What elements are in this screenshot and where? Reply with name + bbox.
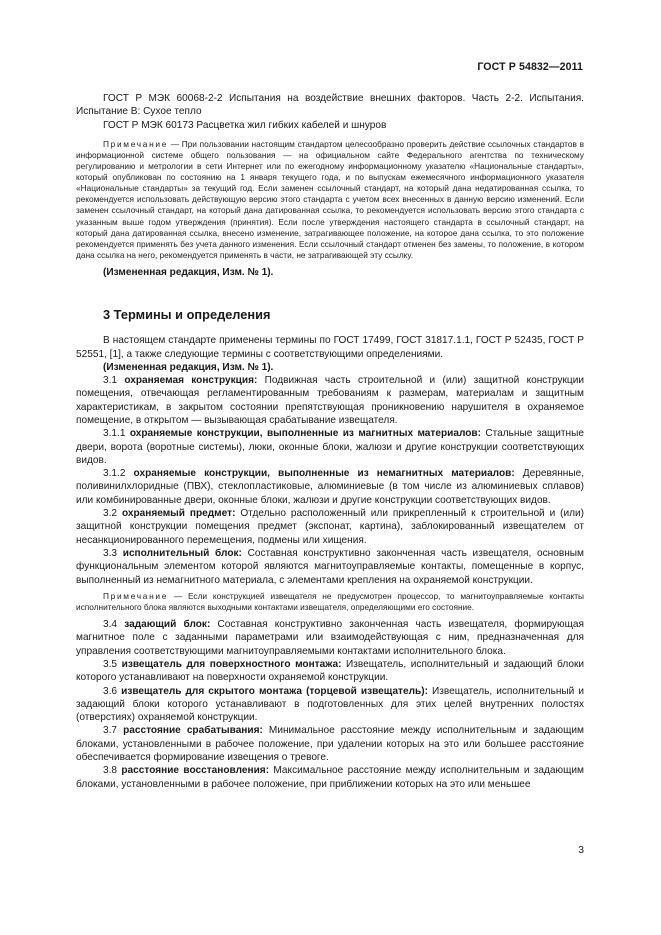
reference-item: ГОСТ Р МЭК 60068-2-2 Испытания на воздействие внешних факторов. Часть 2-2. Испытания. Испытание В: Сухое тепло <box>76 93 584 118</box>
term-name: охраняемый предмет: <box>121 508 236 520</box>
term-name: извещатель для скрытого монтажа (торцевой извещатель): <box>121 685 428 697</box>
term-definition: 3.7 расстояние срабатывания: Минимальное расстояние между исполнительным и задающим блоками, установленными в рабочее положение, при удалении которых на это или большее расстояние обеспечивается формирование извещения о тревоге. <box>76 725 584 764</box>
note-text: — При пользовании настоящим стандартом целесообразно проверить действие ссылочных стандартов в информационной системе общего пользования — на официальном сайте Федерального агентства по техническому регулированию и метрологии в сети Интернет или по ежегодному информационному указателю «Национальные стандарты», который опубликован по состоянию на 1 января текущего года, и по выпускам ежемесячного информационного указателя «Национальные стандарты» за текущий год. Если заменен ссылочный стандарт, на который дана недатированная ссылка, то рекомендуется использовать действующую версию этого стандарта с учетом всех внесенных в данную версию изменений. Если заменен ссылочный стандарт, на который дана датированная ссылка, то рекомендуется использовать версию этого стандарта с указанным выше годом утверждения (принятия). Если после утверждения настоящего стандарта в ссылочный стандарт, на который дана датированная ссылка, внесено изменение, затрагивающее положение, на которое дана ссылка, то это положение рекомендуется применять без учета данного изменения. Если ссылочный стандарт отменен без замены, то положение, в котором дана ссылка на него, рекомендуется применять в части, не затрагивающей эту ссылку. <box>76 138 584 260</box>
section-intro: В настоящем стандарте применены термины по ГОСТ 17499, ГОСТ 31817.1.1, ГОСТ Р 52435, ГОСТ Р 52551, [1], а также следующие термины с соответствующими определениями. <box>76 335 584 360</box>
term-definition: 3.1.2 охраняемые конструкции, выполненные из немагнитных материалов: Деревянные, поливинилхлоридные (ПВХ), стеклопластиковые, алюминиевые (в том числе из алюминиевых сплавов) или комбинированные двери, оконные блоки, жалюзи и другие конструкции соответствующих видов. <box>76 468 585 506</box>
term-definition: 3.4 задающий блок: Составная конструктивно законченная часть извещателя, формирующая магнитное поле с заданными параметрами или взаимодействующая с ним, предназначенная для управления соответствующими магнитоуправляемыми контактами исполнительного блока. <box>76 619 585 657</box>
term-definition: 3.2 охраняемый предмет: Отдельно расположенный или прикрепленный к строительной и (или) защитной конструкции помещения предмет (экспонат, картина), заблокированный извещателем от несанкционированного перемещения, подмены или хищения. <box>76 508 584 546</box>
term-definition: 3.1.1 охраняемые конструкции, выполненные из магнитных материалов: Стальные защитные двери, ворота (воротные системы), люки, оконные блоки, жалюзи и другие конструкции соответствующих видов. <box>76 428 584 466</box>
term-name: извещатель для поверхностного монтажа: <box>121 658 342 670</box>
term-name: охраняемые конструкции, выполненные из магнитных материалов: <box>129 428 481 440</box>
term-definition: 3.8 расстояние восстановления: Максимальное расстояние между исполнительным и задающим блоками, установленными в рабочее положение, при приближении которых на это или меньшее <box>76 765 584 790</box>
term-name: охраняемая конструкция: <box>124 375 258 387</box>
note-label: Примечание <box>103 590 169 601</box>
term-name: расстояние восстановления: <box>121 765 270 777</box>
amendment-note: (Измененная редакция, Изм. № 1). <box>103 266 274 278</box>
term-definition: 3.1 охраняемая конструкция: Подвижная часть строительной и (или) защитной конструкции помещения, отвечающая регламентированным требованиям к размерам, материалам и защитным характеристикам, в закрытом состоянии препятствующая проникновению нарушителя в охраняемое помещение, в открытом — вызывающая срабатывание извещателя. <box>76 375 584 426</box>
term-name: охраняемые конструкции, выполненные из немагнитных материалов: <box>133 468 515 480</box>
standard-code-header: ГОСТ Р 54832—2011 <box>477 61 583 73</box>
term-name: расстояние срабатывания: <box>123 725 263 737</box>
page-content <box>76 92 584 791</box>
page-number: 3 <box>578 845 584 856</box>
amendment-note: (Измененная редакция, Изм. № 1). <box>103 361 274 373</box>
note-paragraph <box>76 591 584 613</box>
term-name: задающий блок: <box>124 619 211 631</box>
note-text: — Если конструкцией извещателя не предусмотрен процессор, то магнитоуправляемые контакты исполнительного блока являются выходными контактами извещателя, определяющими его состояние. <box>76 590 584 612</box>
note-label: Примечание <box>103 138 169 149</box>
term-definition: 3.6 извещатель для скрытого монтажа (торцевой извещатель): Извещатель, исполнительный и задающий блоки которого устанавливают в подготовленных для этих целей внутренних полостях (отверстиях) охраняемой конструкции. <box>76 685 584 724</box>
term-name: исполнительный блок: <box>122 547 242 559</box>
section-heading: 3 Термины и определения <box>103 307 271 323</box>
term-definition: 3.3 исполнительный блок: Составная конструктивно законченная часть извещателя, основным функциональным элементом которой являются магнитоуправляемые контакты, помещенные в корпус, выполненный из немагнитного материала, с элементами крепления на охраняемой конструкции. <box>76 547 584 586</box>
term-definition: 3.5 извещатель для поверхностного монтажа: Извещатель, исполнительный и задающий блоки которого устанавливают на поверхности охраняемой конструкции. <box>76 658 585 684</box>
reference-item: ГОСТ Р МЭК 60173 Расцветка жил гибких кабелей и шнуров <box>103 119 387 131</box>
note-paragraph <box>76 139 584 261</box>
